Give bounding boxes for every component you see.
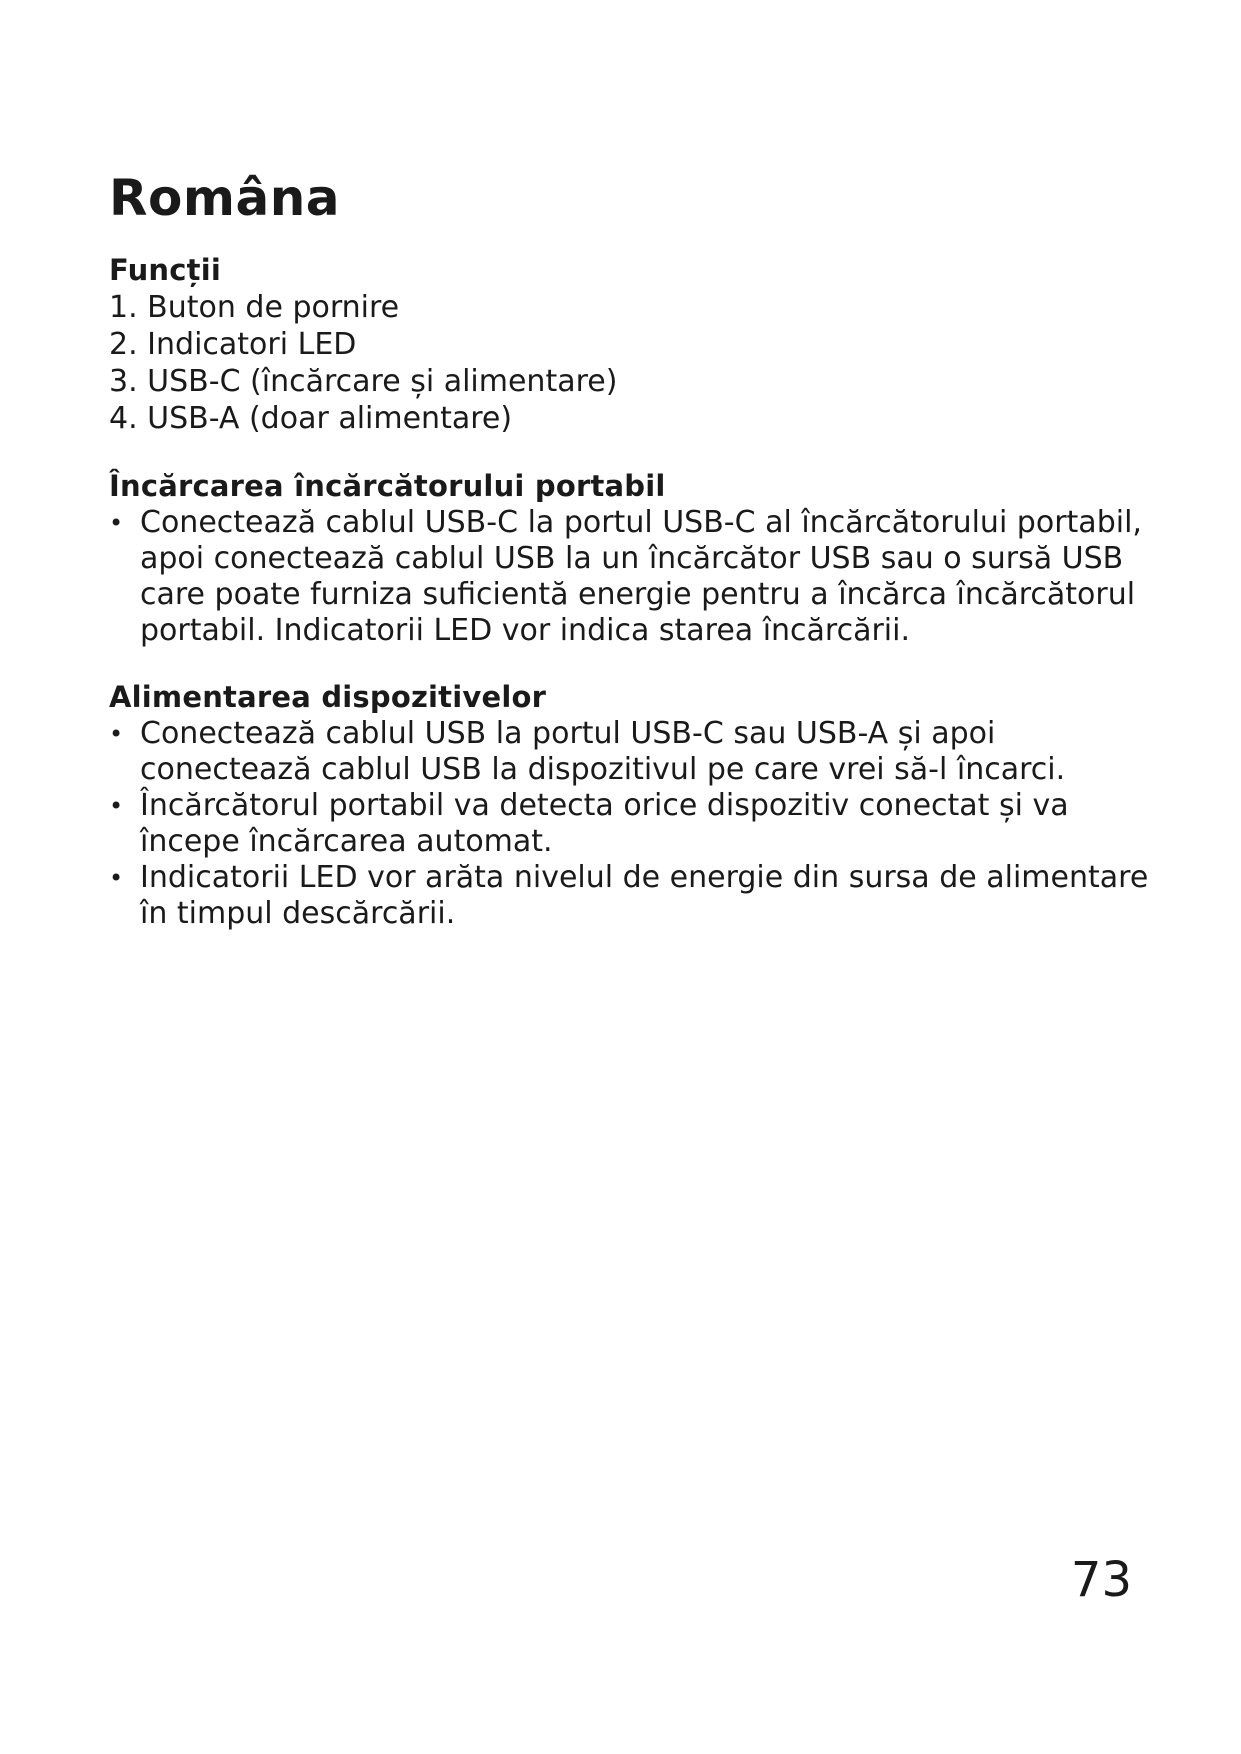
list-item-text: Conectează cablul USB-C la portul USB-C al încărcătorului portabil, apoi conectează cablul USB la un încărcător USB sau o sursă USB care poate furniza suficientă energie pentru a încărca încărcătorul portabil. Indicatorii LED vor indica starea încărcării. [140,505,1142,648]
list-item [109,860,1149,932]
features-list [109,289,1149,437]
list-item [109,505,1149,649]
page-title: Româna [109,169,341,227]
feature-item: 1. Buton de pornire [109,290,400,325]
feature-item: 2. Indicatori LED [109,327,357,362]
list-item [109,716,1149,788]
features-section [109,252,1149,437]
bullet-icon: • [109,792,124,820]
list-item-text: Conectează cablul USB la portul USB-C sau USB-A și apoi conectează cablul USB la dispozitivul pe care vrei să-l încarci. [140,716,1066,787]
charging-heading: Încărcarea încărcătorului portabil [109,469,666,503]
list-item-text: Indicatorii LED vor arăta nivelul de energie din sursa de alimentare în timpul descărcării. [140,860,1149,931]
features-heading: Funcții [109,253,221,287]
list-item-text: Încărcătorul portabil va detecta orice dispozitiv conectat și va începe încărcarea automat. [140,788,1069,859]
powering-list [109,716,1149,932]
bullet-icon: • [109,720,124,748]
charging-list [109,505,1149,649]
feature-item: 3. USB-C (încărcare și alimentare) [109,364,618,399]
bullet-icon: • [109,509,124,537]
feature-item: 4. USB-A (doar alimentare) [109,401,513,436]
page-number: 73 [1070,1552,1132,1608]
powering-heading: Alimentarea dispozitivelor [109,680,547,714]
list-item [109,788,1149,860]
bullet-icon: • [109,864,124,892]
charging-section [109,468,1149,649]
powering-section [109,679,1149,932]
